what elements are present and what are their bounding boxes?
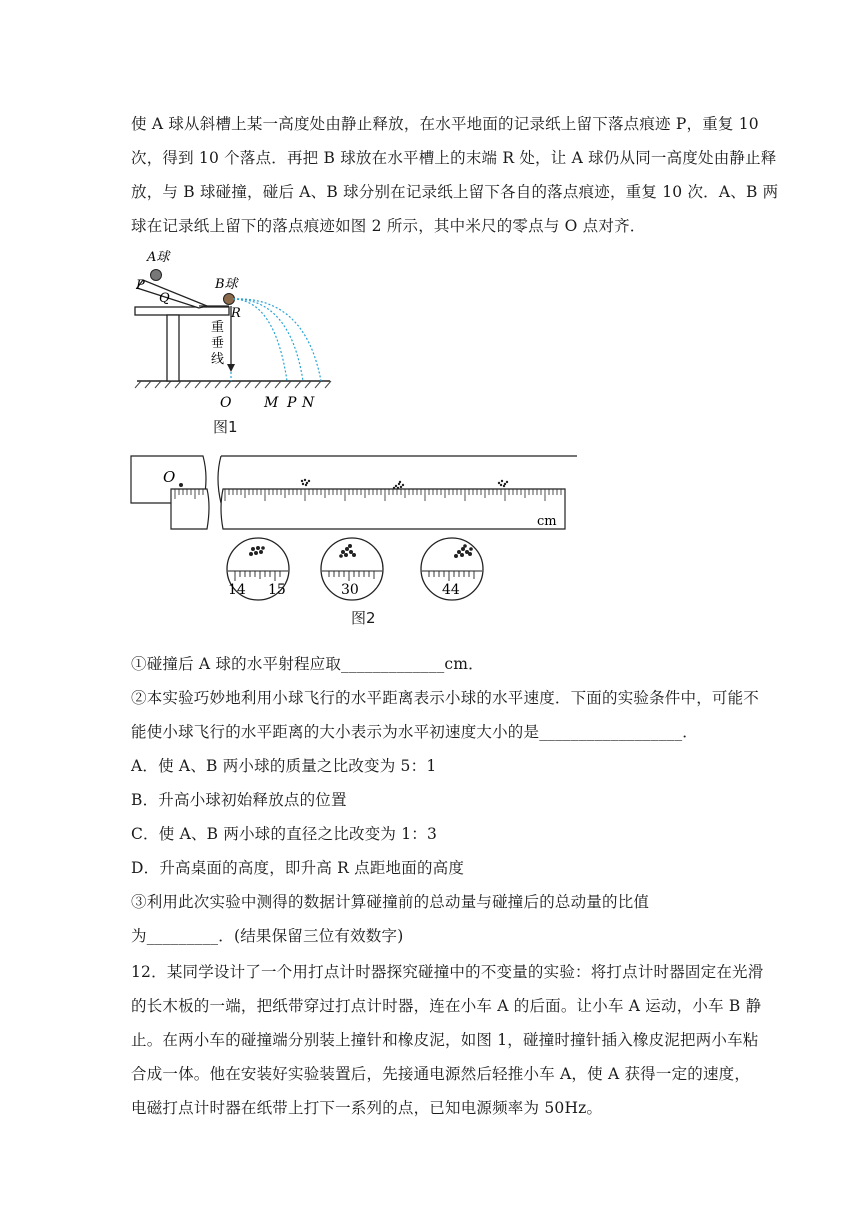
plumb-char-3: 线 bbox=[211, 352, 225, 367]
ruler-unit: cm bbox=[537, 514, 557, 529]
text-line: 次，得到 10 个落点．再把 B 球放在水平槽上的末端 R 处，让 A 球仍从同一高度处由静止释 bbox=[131, 149, 777, 167]
problem-12-line: 12．某同学设计了一个用打点计时器探究碰撞中的不变量的实验：将打点计时器固定在光滑 bbox=[131, 963, 764, 981]
problem-12-line: 电磁打点计时器在纸带上打下一系列的点，已知电源频率为 50Hz。 bbox=[131, 1099, 603, 1117]
magnifier-3 bbox=[421, 538, 483, 600]
figure-2-caption: 图2 bbox=[351, 609, 376, 627]
label-o: O bbox=[220, 395, 232, 411]
question-2-line-1: ②本实验巧妙地利用小球飞行的水平距离表示小球的水平速度．下面的实验条件中，可能不 bbox=[131, 689, 760, 707]
option-b: B．升高小球初始释放点的位置 bbox=[131, 791, 347, 809]
option-c: C．使 A、B 两小球的直径之比改变为 1：3 bbox=[131, 825, 438, 843]
label-p: P bbox=[136, 278, 145, 293]
question-1: ①碰撞后 A 球的水平射程应取_____________cm． bbox=[131, 655, 484, 673]
figure-1-apparatus bbox=[125, 240, 365, 440]
problem-12-line: 止。在两小车的碰撞端分别装上撞针和橡皮泥，如图 1，碰撞时撞针插入橡皮泥把两小车粘 bbox=[131, 1031, 759, 1049]
question-2-line-2: 能使小球飞行的水平距离的大小表示为水平初速度大小的是__________________． bbox=[131, 723, 699, 741]
zoom1-label-15: 15 bbox=[268, 582, 286, 598]
zoom1-label-14: 14 bbox=[228, 582, 246, 598]
label-n: N bbox=[302, 395, 315, 411]
figure-2-ruler bbox=[125, 448, 585, 608]
problem-12-line: 的长木板的一端，把纸带穿过打点计时器，连在小车 A 的后面。让小车 A 运动，小车 B 静 bbox=[131, 997, 762, 1015]
text-line: 球在记录纸上留下的落点痕迹如图 2 所示，其中米尺的零点与 O 点对齐． bbox=[131, 217, 646, 235]
ruler-o-label: O bbox=[163, 468, 176, 486]
question-3-line-2: 为_________．(结果保留三位有效数字) bbox=[131, 927, 404, 945]
plumb-char-2: 垂 bbox=[211, 336, 225, 351]
figure-1-caption: 图1 bbox=[213, 418, 238, 436]
magnifier-2 bbox=[321, 538, 383, 600]
label-p-ground: P bbox=[287, 395, 297, 411]
option-a: A．使 A、B 两小球的质量之比改变为 5：1 bbox=[131, 757, 437, 775]
magnifier-1 bbox=[227, 538, 289, 600]
zoom2-label-30: 30 bbox=[341, 582, 359, 598]
label-m: M bbox=[264, 395, 279, 411]
text-line: 使 A 球从斜槽上某一高度处由静止释放，在水平地面的记录纸上留下落点痕迹 P，重复 10 bbox=[131, 115, 759, 133]
problem-12-line: 合成一体。他在安装好实验装置后，先接通电源然后轻推小车 A，使 A 获得一定的速度， bbox=[131, 1065, 751, 1083]
plumb-char-1: 重 bbox=[211, 320, 225, 335]
option-d: D．升高桌面的高度，即升高 R 点距地面的高度 bbox=[131, 859, 465, 877]
ball-a-label: A球 bbox=[147, 250, 170, 265]
label-r: R bbox=[231, 306, 241, 321]
question-3-line-1: ③利用此次实验中测得的数据计算碰撞前的总动量与碰撞后的总动量的比值 bbox=[131, 893, 650, 911]
zoom3-label-44: 44 bbox=[442, 582, 460, 598]
label-q: Q bbox=[159, 291, 170, 306]
ball-b-label: B球 bbox=[215, 277, 238, 292]
text-line: 放，与 B 球碰撞，碰后 A、B 球分别在记录纸上留下各自的落点痕迹，重复 10 次．A、B 两 bbox=[131, 183, 779, 201]
